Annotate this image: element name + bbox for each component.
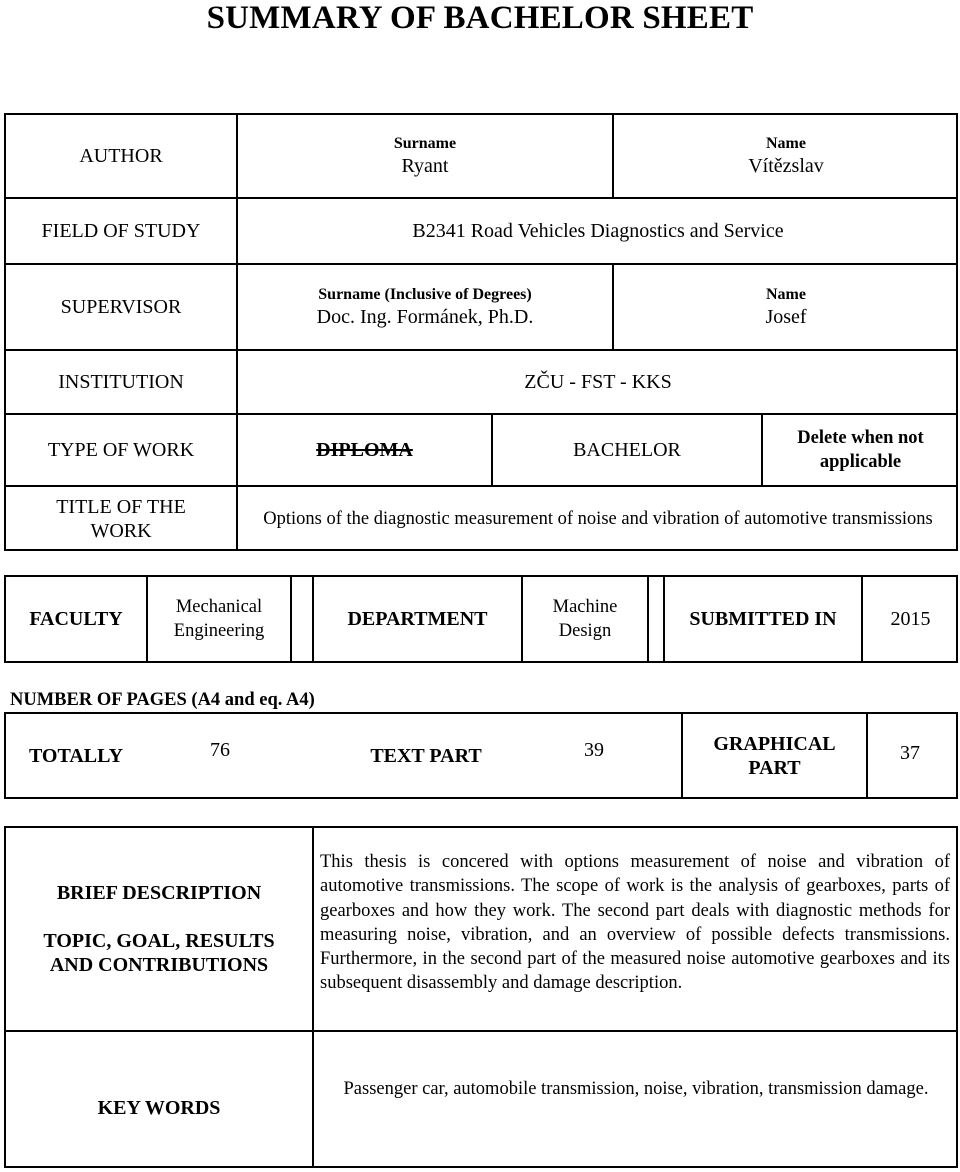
brief-description-text: This thesis is concered with options measurement of noise and vibration of automotive transmissions. The scope of work is the analysis of gearboxes, parts of gearboxes and how they work. The second part deals with diagnostic methods for measuring noise, vibration, and an overview of possible defects transmissions. Furthermore, in the second part of the measured noise automotive gearboxes and its subsequent disassembly and damage description. <box>320 852 950 994</box>
supervisor-name: Josef <box>765 306 807 328</box>
author-surname: Ryant <box>401 155 449 177</box>
institution-label: INSTITUTION <box>58 371 184 393</box>
department-value: Machine Design <box>552 597 618 641</box>
title-of-work-label: TITLE OF THE WORK <box>56 496 186 542</box>
pages-heading: NUMBER OF PAGES (A4 and eq. A4) <box>10 690 315 710</box>
supervisor-name-label: Name <box>766 286 806 303</box>
graphical-part-value: 37 <box>900 742 920 764</box>
department-label: DEPARTMENT <box>347 608 488 630</box>
author-name: Vítězslav <box>748 155 824 177</box>
faculty-label: FACULTY <box>29 608 123 630</box>
institution-value: ZČU - FST - KKS <box>524 371 672 393</box>
type-of-work-note: Delete when not applicable <box>797 428 924 472</box>
type-option-diploma: DIPLOMA <box>316 439 413 461</box>
supervisor-surname-cell <box>238 265 612 349</box>
supervisor-label: SUPERVISOR <box>60 296 182 318</box>
field-of-study-label: FIELD OF STUDY <box>41 220 201 242</box>
graphical-part-label: GRAPHICAL PART <box>713 732 836 779</box>
supervisor-surname: Doc. Ing. Formánek, Ph.D. <box>316 306 534 328</box>
type-of-work-note-cell <box>763 415 958 485</box>
supervisor-surname-label: Surname (Inclusive of Degrees) <box>318 286 532 303</box>
author-surname-cell <box>238 115 612 197</box>
submitted-label: SUBMITTED IN <box>689 608 837 630</box>
type-of-work-label: TYPE OF WORK <box>47 439 195 461</box>
text-part-value: 39 <box>584 739 604 761</box>
page-title: SUMMARY OF BACHELOR SHEET <box>206 0 754 36</box>
faculty-value: Mechanical Engineering <box>173 597 265 641</box>
brief-description-label-line1: BRIEF DESCRIPTION <box>56 882 262 904</box>
author-surname-label: Surname <box>393 135 457 152</box>
submitted-value: 2015 <box>890 608 931 630</box>
author-name-cell <box>614 115 958 197</box>
author-label: AUTHOR <box>79 145 163 167</box>
brief-description-label-line2: TOPIC, GOAL, RESULTS AND CONTRIBUTIONS <box>43 930 275 976</box>
author-name-label: Name <box>766 135 806 152</box>
type-option-diploma-cell <box>238 415 491 485</box>
key-words-value: Passenger car, automobile transmission, noise, vibration, transmission damage. <box>343 1079 929 1099</box>
brief-description-label <box>6 828 312 1030</box>
supervisor-name-cell <box>614 265 958 349</box>
title-of-work-value: Options of the diagnostic measurement of noise and vibration of automotive transmissions <box>263 509 933 529</box>
totally-value: 76 <box>210 739 230 761</box>
type-option-bachelor: BACHELOR <box>573 439 681 461</box>
field-of-study-value: B2341 Road Vehicles Diagnostics and Service <box>412 220 784 242</box>
text-part-label: TEXT PART <box>370 744 482 767</box>
totally-label: TOTALLY <box>28 744 124 767</box>
key-words-label: KEY WORDS <box>97 1097 221 1119</box>
